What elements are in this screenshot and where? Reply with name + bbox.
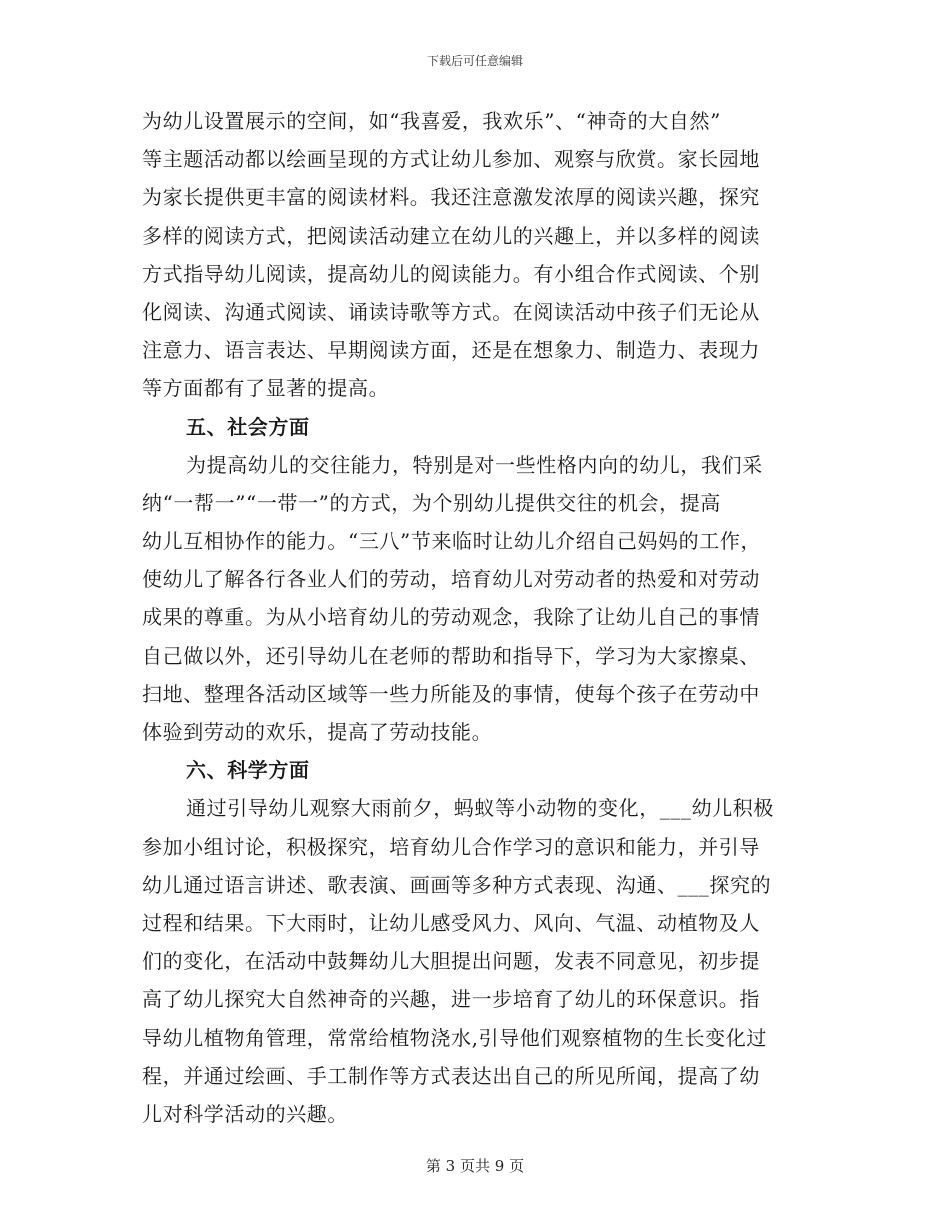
text-line: 幼儿通过语言讲述、歌表演、画画等多种方式表现、沟通、___探究的 <box>142 872 772 897</box>
text-line: 扫地、整理各活动区域等一些力所能及的事情，使每个孩子在劳动中 <box>142 681 760 706</box>
text-line: 高了幼儿探究大自然神奇的兴趣，进一步培育了幼儿的环保意识。指 <box>142 987 760 1012</box>
text-line: 自己做以外，还引导幼儿在老师的帮助和指导下，学习为大家擦桌、 <box>142 643 760 668</box>
text-line: 过程和结果。下大雨时，让幼儿感受风力、风向、气温、动植物及人 <box>142 910 760 935</box>
text-line: 化阅读、沟通式阅读、诵读诗歌等方式。在阅读活动中孩子们无论从 <box>142 299 760 324</box>
paragraph-reading <box>142 102 802 408</box>
text-line: 通过引导幼儿观察大雨前夕，蚂蚁等小动物的变化，___幼儿积极 <box>186 796 774 821</box>
text-line: 成果的尊重。为从小培育幼儿的劳动观念，我除了让幼儿自己的事情 <box>142 605 760 630</box>
text-line: 纳“一帮一”“一带一”的方式，为个别幼儿提供交往的机会，提高 <box>142 490 721 515</box>
text-line: 为提高幼儿的交往能力，特别是对一些性格内向的幼儿，我们采 <box>186 452 763 477</box>
text-line: 为幼儿设置展示的空间，如“我喜爱，我欢乐”、“神奇的大自然” <box>142 109 721 133</box>
text-line: 多样的阅读方式，把阅读活动建立在幼儿的兴趣上，并以多样的阅读 <box>142 223 760 248</box>
document-body <box>142 102 802 1133</box>
paragraph-science <box>142 789 802 1133</box>
paragraph-social <box>142 446 802 752</box>
text-line: 体验到劳动的欢乐，提高了劳动技能。 <box>142 720 493 744</box>
page-number: 第 3 页共 9 页 <box>425 1157 525 1175</box>
text-line: 方式指导幼儿阅读，提高幼儿的阅读能力。有小组合作式阅读、个别 <box>142 261 760 286</box>
page-header-note: 下载后可任意编辑 <box>426 54 523 68</box>
text-line: 儿对科学活动的兴趣。 <box>142 1101 348 1126</box>
section-heading-science: 六、科学方面 <box>186 758 310 783</box>
text-line: 等方面都有了显著的提高。 <box>142 376 390 401</box>
text-line: 参加小组讨论，积极探究，培育幼儿合作学习的意识和能力，并引导 <box>142 834 760 859</box>
text-line: 为家长提供更丰富的阅读材料。我还注意激发浓厚的阅读兴趣，探究 <box>142 185 760 210</box>
text-line: 们的变化，在活动中鼓舞幼儿大胆提出问题，发表不同意见，初步提 <box>142 949 760 974</box>
text-line: 程，并通过绘画、手工制作等方式表达出自己的所见所闻，提高了幼 <box>142 1063 760 1088</box>
text-line: 幼儿互相协作的能力。“三八”节来临时让幼儿介绍自己妈妈的工作， <box>142 529 762 554</box>
text-line: 注意力、语言表达、早期阅读方面，还是在想象力、制造力、表现力 <box>142 338 760 363</box>
text-line: 导幼儿植物角管理，常常给植物浇水,引导他们观察植物的生长变化过 <box>142 1025 767 1050</box>
text-line: 等主题活动都以绘画呈现的方式让幼儿参加、观察与欣赏。家长园地 <box>142 147 760 172</box>
text-line: 使幼儿了解各行各业人们的劳动，培育幼儿对劳动者的热爱和对劳动 <box>142 567 760 592</box>
section-heading-social: 五、社会方面 <box>186 414 310 439</box>
